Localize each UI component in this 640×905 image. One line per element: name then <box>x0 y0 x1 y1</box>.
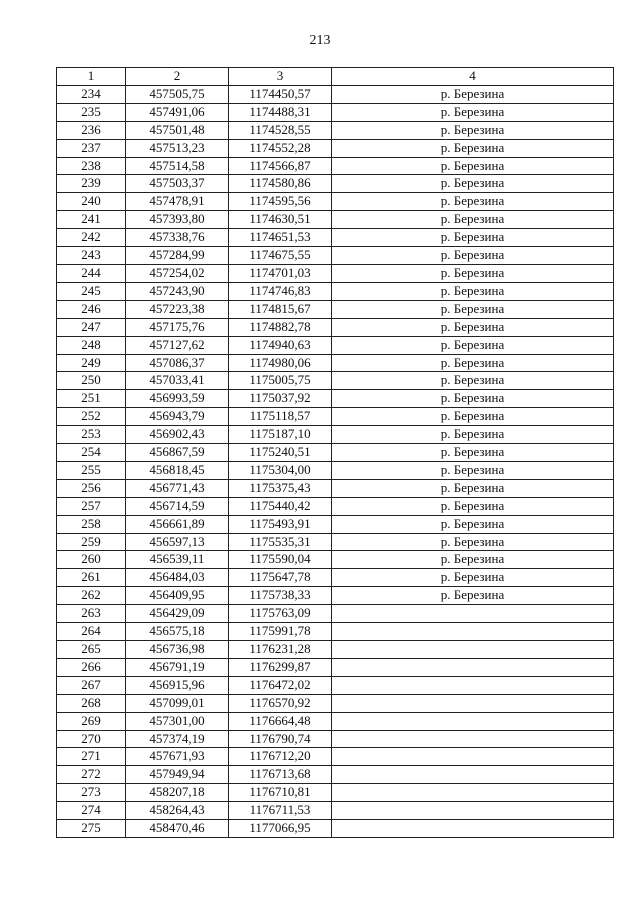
x-coordinate-cell: 458470,46 <box>126 820 229 838</box>
column-header-2: 2 <box>126 68 229 86</box>
point-number-cell: 243 <box>57 247 126 265</box>
coordinates-table <box>56 67 614 838</box>
y-coordinate-cell: 1174701,03 <box>229 264 332 282</box>
table-row <box>57 282 614 300</box>
point-number-cell: 244 <box>57 264 126 282</box>
table-row <box>57 264 614 282</box>
column-header-4: 4 <box>332 68 614 86</box>
y-coordinate-cell: 1175738,33 <box>229 587 332 605</box>
description-cell: р. Березина <box>332 282 614 300</box>
description-cell: р. Березина <box>332 175 614 193</box>
y-coordinate-cell: 1176713,68 <box>229 766 332 784</box>
x-coordinate-cell: 456539,11 <box>126 551 229 569</box>
description-cell <box>332 766 614 784</box>
x-coordinate-cell: 456714,59 <box>126 497 229 515</box>
y-coordinate-cell: 1176790,74 <box>229 730 332 748</box>
point-number-cell: 234 <box>57 85 126 103</box>
point-number-cell: 235 <box>57 103 126 121</box>
description-cell: р. Березина <box>332 497 614 515</box>
y-coordinate-cell: 1175304,00 <box>229 461 332 479</box>
table-row <box>57 766 614 784</box>
table-row <box>57 426 614 444</box>
description-cell <box>332 712 614 730</box>
x-coordinate-cell: 456867,59 <box>126 444 229 462</box>
table-row <box>57 694 614 712</box>
x-coordinate-cell: 456993,59 <box>126 390 229 408</box>
point-number-cell: 252 <box>57 408 126 426</box>
x-coordinate-cell: 456575,18 <box>126 623 229 641</box>
table-row <box>57 515 614 533</box>
x-coordinate-cell: 457513,23 <box>126 139 229 157</box>
point-number-cell: 262 <box>57 587 126 605</box>
description-cell <box>332 748 614 766</box>
y-coordinate-cell: 1174450,57 <box>229 85 332 103</box>
description-cell <box>332 730 614 748</box>
description-cell: р. Березина <box>332 444 614 462</box>
point-number-cell: 261 <box>57 569 126 587</box>
point-number-cell: 239 <box>57 175 126 193</box>
description-cell <box>332 605 614 623</box>
description-cell: р. Березина <box>332 426 614 444</box>
table-row <box>57 820 614 838</box>
description-cell: р. Березина <box>332 264 614 282</box>
description-cell: р. Березина <box>332 587 614 605</box>
y-coordinate-cell: 1174675,55 <box>229 247 332 265</box>
point-number-cell: 257 <box>57 497 126 515</box>
table-row <box>57 211 614 229</box>
x-coordinate-cell: 457671,93 <box>126 748 229 766</box>
description-cell: р. Березина <box>332 300 614 318</box>
description-cell <box>332 784 614 802</box>
point-number-cell: 269 <box>57 712 126 730</box>
point-number-cell: 245 <box>57 282 126 300</box>
column-header-3: 3 <box>229 68 332 86</box>
table-row <box>57 712 614 730</box>
x-coordinate-cell: 457338,76 <box>126 229 229 247</box>
x-coordinate-cell: 457514,58 <box>126 157 229 175</box>
y-coordinate-cell: 1176472,02 <box>229 676 332 694</box>
description-cell <box>332 676 614 694</box>
x-coordinate-cell: 456597,13 <box>126 533 229 551</box>
table-row <box>57 748 614 766</box>
description-cell <box>332 820 614 838</box>
x-coordinate-cell: 456429,09 <box>126 605 229 623</box>
x-coordinate-cell: 457949,94 <box>126 766 229 784</box>
table-row <box>57 658 614 676</box>
x-coordinate-cell: 457223,38 <box>126 300 229 318</box>
y-coordinate-cell: 1175005,75 <box>229 372 332 390</box>
y-coordinate-cell: 1177066,95 <box>229 820 332 838</box>
y-coordinate-cell: 1174552,28 <box>229 139 332 157</box>
x-coordinate-cell: 457175,76 <box>126 318 229 336</box>
x-coordinate-cell: 457478,91 <box>126 193 229 211</box>
y-coordinate-cell: 1175590,04 <box>229 551 332 569</box>
description-cell <box>332 802 614 820</box>
table-row <box>57 730 614 748</box>
table-row <box>57 121 614 139</box>
point-number-cell: 249 <box>57 354 126 372</box>
table-row <box>57 157 614 175</box>
point-number-cell: 275 <box>57 820 126 838</box>
point-number-cell: 236 <box>57 121 126 139</box>
description-cell: р. Березина <box>332 157 614 175</box>
y-coordinate-cell: 1174595,56 <box>229 193 332 211</box>
description-cell: р. Березина <box>332 193 614 211</box>
description-cell: р. Березина <box>332 336 614 354</box>
description-cell: р. Березина <box>332 479 614 497</box>
table-row <box>57 175 614 193</box>
description-cell <box>332 623 614 641</box>
y-coordinate-cell: 1174566,87 <box>229 157 332 175</box>
x-coordinate-cell: 456484,03 <box>126 569 229 587</box>
y-coordinate-cell: 1175535,31 <box>229 533 332 551</box>
y-coordinate-cell: 1174528,55 <box>229 121 332 139</box>
x-coordinate-cell: 456409,95 <box>126 587 229 605</box>
table-row <box>57 569 614 587</box>
y-coordinate-cell: 1175991,78 <box>229 623 332 641</box>
x-coordinate-cell: 456661,89 <box>126 515 229 533</box>
x-coordinate-cell: 458264,43 <box>126 802 229 820</box>
x-coordinate-cell: 457374,19 <box>126 730 229 748</box>
table-row <box>57 372 614 390</box>
table-row <box>57 641 614 659</box>
y-coordinate-cell: 1176570,92 <box>229 694 332 712</box>
point-number-cell: 241 <box>57 211 126 229</box>
point-number-cell: 272 <box>57 766 126 784</box>
table-row <box>57 784 614 802</box>
description-cell: р. Березина <box>332 229 614 247</box>
point-number-cell: 250 <box>57 372 126 390</box>
y-coordinate-cell: 1174488,31 <box>229 103 332 121</box>
point-number-cell: 246 <box>57 300 126 318</box>
y-coordinate-cell: 1176712,20 <box>229 748 332 766</box>
description-cell: р. Березина <box>332 103 614 121</box>
x-coordinate-cell: 456915,96 <box>126 676 229 694</box>
y-coordinate-cell: 1174651,53 <box>229 229 332 247</box>
point-number-cell: 256 <box>57 479 126 497</box>
y-coordinate-cell: 1175375,43 <box>229 479 332 497</box>
x-coordinate-cell: 456902,43 <box>126 426 229 444</box>
point-number-cell: 248 <box>57 336 126 354</box>
table-row <box>57 479 614 497</box>
point-number-cell: 274 <box>57 802 126 820</box>
description-cell: р. Березина <box>332 515 614 533</box>
x-coordinate-cell: 457243,90 <box>126 282 229 300</box>
y-coordinate-cell: 1174980,06 <box>229 354 332 372</box>
y-coordinate-cell: 1175118,57 <box>229 408 332 426</box>
table-row <box>57 390 614 408</box>
table-row <box>57 587 614 605</box>
y-coordinate-cell: 1176711,53 <box>229 802 332 820</box>
x-coordinate-cell: 457284,99 <box>126 247 229 265</box>
point-number-cell: 240 <box>57 193 126 211</box>
description-cell: р. Березина <box>332 211 614 229</box>
x-coordinate-cell: 457501,48 <box>126 121 229 139</box>
y-coordinate-cell: 1174882,78 <box>229 318 332 336</box>
point-number-cell: 266 <box>57 658 126 676</box>
description-cell: р. Березина <box>332 551 614 569</box>
y-coordinate-cell: 1176710,81 <box>229 784 332 802</box>
table-header-row <box>57 68 614 86</box>
description-cell: р. Березина <box>332 85 614 103</box>
point-number-cell: 247 <box>57 318 126 336</box>
point-number-cell: 265 <box>57 641 126 659</box>
point-number-cell: 255 <box>57 461 126 479</box>
y-coordinate-cell: 1176231,28 <box>229 641 332 659</box>
point-number-cell: 258 <box>57 515 126 533</box>
x-coordinate-cell: 457393,80 <box>126 211 229 229</box>
x-coordinate-cell: 457099,01 <box>126 694 229 712</box>
x-coordinate-cell: 456791,19 <box>126 658 229 676</box>
description-cell <box>332 658 614 676</box>
column-header-1: 1 <box>57 68 126 86</box>
x-coordinate-cell: 456771,43 <box>126 479 229 497</box>
description-cell: р. Березина <box>332 390 614 408</box>
table-row <box>57 354 614 372</box>
y-coordinate-cell: 1174580,86 <box>229 175 332 193</box>
x-coordinate-cell: 457505,75 <box>126 85 229 103</box>
x-coordinate-cell: 456818,45 <box>126 461 229 479</box>
x-coordinate-cell: 457033,41 <box>126 372 229 390</box>
description-cell: р. Березина <box>332 139 614 157</box>
description-cell: р. Березина <box>332 408 614 426</box>
point-number-cell: 238 <box>57 157 126 175</box>
y-coordinate-cell: 1175647,78 <box>229 569 332 587</box>
table-row <box>57 85 614 103</box>
table-row <box>57 408 614 426</box>
description-cell: р. Березина <box>332 461 614 479</box>
table-row <box>57 444 614 462</box>
x-coordinate-cell: 457491,06 <box>126 103 229 121</box>
x-coordinate-cell: 457086,37 <box>126 354 229 372</box>
point-number-cell: 260 <box>57 551 126 569</box>
y-coordinate-cell: 1174815,67 <box>229 300 332 318</box>
x-coordinate-cell: 456943,79 <box>126 408 229 426</box>
description-cell: р. Березина <box>332 372 614 390</box>
point-number-cell: 273 <box>57 784 126 802</box>
point-number-cell: 263 <box>57 605 126 623</box>
description-cell <box>332 641 614 659</box>
table-row <box>57 300 614 318</box>
table-row <box>57 497 614 515</box>
description-cell: р. Березина <box>332 533 614 551</box>
y-coordinate-cell: 1174630,51 <box>229 211 332 229</box>
point-number-cell: 259 <box>57 533 126 551</box>
x-coordinate-cell: 457127,62 <box>126 336 229 354</box>
point-number-cell: 251 <box>57 390 126 408</box>
x-coordinate-cell: 456736,98 <box>126 641 229 659</box>
table-row <box>57 802 614 820</box>
table-row <box>57 623 614 641</box>
table-row <box>57 551 614 569</box>
y-coordinate-cell: 1175440,42 <box>229 497 332 515</box>
description-cell: р. Березина <box>332 121 614 139</box>
table-row <box>57 605 614 623</box>
page-number: 213 <box>309 33 331 48</box>
point-number-cell: 254 <box>57 444 126 462</box>
description-cell: р. Березина <box>332 569 614 587</box>
description-cell: р. Березина <box>332 354 614 372</box>
table-row <box>57 247 614 265</box>
description-cell: р. Березина <box>332 247 614 265</box>
y-coordinate-cell: 1174940,63 <box>229 336 332 354</box>
table-row <box>57 533 614 551</box>
y-coordinate-cell: 1176299,87 <box>229 658 332 676</box>
table-row <box>57 336 614 354</box>
x-coordinate-cell: 458207,18 <box>126 784 229 802</box>
point-number-cell: 270 <box>57 730 126 748</box>
y-coordinate-cell: 1175763,09 <box>229 605 332 623</box>
table-body <box>57 85 614 837</box>
point-number-cell: 264 <box>57 623 126 641</box>
table-row <box>57 461 614 479</box>
y-coordinate-cell: 1175493,91 <box>229 515 332 533</box>
description-cell: р. Березина <box>332 318 614 336</box>
y-coordinate-cell: 1176664,48 <box>229 712 332 730</box>
point-number-cell: 242 <box>57 229 126 247</box>
description-cell <box>332 694 614 712</box>
x-coordinate-cell: 457503,37 <box>126 175 229 193</box>
table-row <box>57 318 614 336</box>
x-coordinate-cell: 457301,00 <box>126 712 229 730</box>
table-row <box>57 676 614 694</box>
x-coordinate-cell: 457254,02 <box>126 264 229 282</box>
y-coordinate-cell: 1175240,51 <box>229 444 332 462</box>
table-row <box>57 139 614 157</box>
y-coordinate-cell: 1174746,83 <box>229 282 332 300</box>
table-row <box>57 193 614 211</box>
y-coordinate-cell: 1175187,10 <box>229 426 332 444</box>
point-number-cell: 237 <box>57 139 126 157</box>
point-number-cell: 253 <box>57 426 126 444</box>
table-row <box>57 229 614 247</box>
point-number-cell: 267 <box>57 676 126 694</box>
point-number-cell: 271 <box>57 748 126 766</box>
y-coordinate-cell: 1175037,92 <box>229 390 332 408</box>
table-row <box>57 103 614 121</box>
point-number-cell: 268 <box>57 694 126 712</box>
